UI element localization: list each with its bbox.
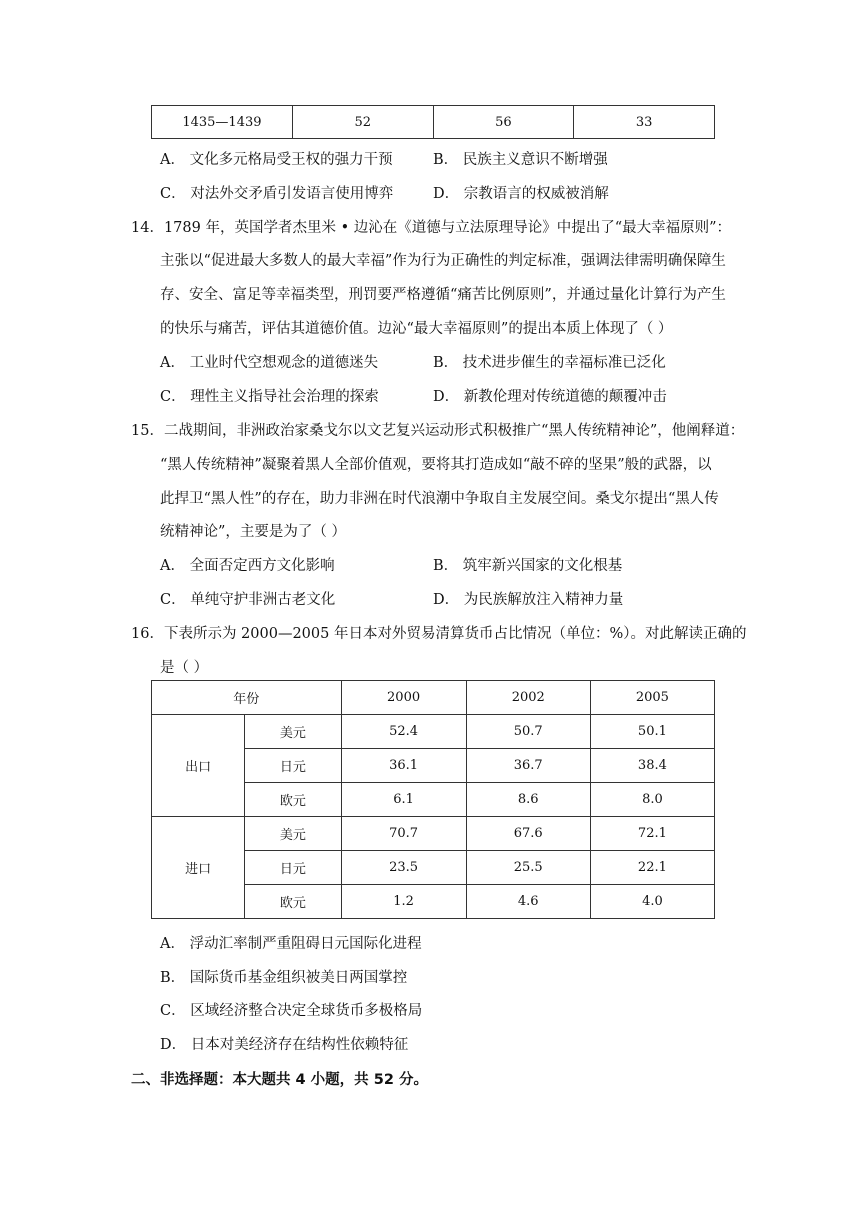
q14-line-3: 存、安全、富足等幸福类型，刑罚要严格遵循“痛苦比例原则”，并通过量化计算行为产生 (160, 287, 726, 303)
q15-option-b: B． 筑牢新兴国家的文化根基 (433, 558, 623, 574)
value-cell: 23.5 (341, 851, 466, 885)
q16-option-a: A． 浮动汇率制严重阻碍日元国际化进程 (160, 936, 422, 952)
q16-line-1: 16．下表所示为 2000—2005 年日本对外贸易清算货币占比情况（单位：%）。对此解读正确的 (131, 626, 747, 642)
value-cell: 6.1 (341, 783, 466, 817)
currency-cell: 日元 (245, 749, 341, 783)
currency-cell: 欧元 (245, 783, 341, 817)
q15-option-d: D． 为民族解放注入精神力量 (433, 592, 624, 608)
value-cell: 4.0 (590, 885, 714, 919)
table-header-cell: 年份 (152, 681, 342, 715)
table-row (152, 715, 715, 749)
q15-line-4: 统精神论”，主要是为了（ ） (160, 524, 347, 540)
q16-option-b: B． 国际货币基金组织被美日两国掌控 (160, 970, 408, 986)
table-cell: 1435—1439 (152, 106, 293, 139)
value-cell: 4.6 (466, 885, 590, 919)
table-row (152, 817, 715, 851)
q13-option-b: B． 民族主义意识不断增强 (433, 152, 608, 168)
q16-line-2: 是（ ） (160, 660, 209, 676)
group-label-cell: 进口 (152, 817, 245, 919)
q15-line-1: 15．二战期间，非洲政治家桑戈尔以文艺复兴运动形式积极推广“黑人传统精神论”，他阐释道： (131, 423, 745, 439)
table-header-cell: 2000 (341, 681, 466, 715)
q14-option-a: A． 工业时代空想观念的道德迷失 (160, 355, 379, 371)
q15-line-3: 此捍卫“黑人性”的存在，助力非洲在时代浪潮中争取自主发展空间。桑戈尔提出“黑人传 (160, 491, 719, 507)
q14-line-1: 14．1789 年，英国学者杰里米 • 边沁在《道德与立法原理导论》中提出了“最大幸福原则”： (131, 220, 732, 236)
value-cell: 22.1 (590, 851, 714, 885)
table-cell: 56 (433, 106, 574, 139)
value-cell: 52.4 (341, 715, 466, 749)
currency-cell: 美元 (245, 817, 341, 851)
group-label-cell: 出口 (152, 715, 245, 817)
table-cell: 52 (292, 106, 433, 139)
q14-line-2: 主张以“促进最大多数人的最大幸福”作为行为正确性的判定标准，强调法律需明确保障生 (160, 253, 726, 269)
value-cell: 1.2 (341, 885, 466, 919)
q13-option-c: C． 对法外交矛盾引发语言使用博弈 (160, 186, 394, 202)
value-cell: 36.1 (341, 749, 466, 783)
q16-table (151, 680, 715, 919)
value-cell: 8.6 (466, 783, 590, 817)
value-cell: 70.7 (341, 817, 466, 851)
table-row (152, 106, 715, 139)
q15-line-2: “黑人传统精神”凝聚着黑人全部价值观，要将其打造成如“敲不碎的坚果”般的武器，以 (160, 457, 712, 473)
q16-option-c: C． 区域经济整合决定全球货币多极格局 (160, 1003, 423, 1019)
q15-option-c: C． 单纯守护非洲古老文化 (160, 592, 336, 608)
currency-cell: 欧元 (245, 885, 341, 919)
q15-option-a: A． 全面否定西方文化影响 (160, 558, 335, 574)
currency-cell: 美元 (245, 715, 341, 749)
q13-option-d: D． 宗教语言的权威被消解 (433, 186, 609, 202)
q14-option-d: D． 新教伦理对传统道德的颠覆冲击 (433, 389, 667, 405)
currency-cell: 日元 (245, 851, 341, 885)
q14-option-b: B． 技术进步催生的幸福标准已泛化 (433, 355, 666, 371)
table-header-cell: 2005 (590, 681, 714, 715)
table-header-cell: 2002 (466, 681, 590, 715)
value-cell: 50.7 (466, 715, 590, 749)
value-cell: 8.0 (590, 783, 714, 817)
value-cell: 25.5 (466, 851, 590, 885)
table-header-row (152, 681, 715, 715)
q16-option-d: D． 日本对美经济存在结构性依赖特征 (160, 1037, 409, 1053)
section-heading: 二、非选择题：本大题共 4 小题，共 52 分。 (131, 1072, 428, 1088)
table-cell: 33 (574, 106, 715, 139)
value-cell: 72.1 (590, 817, 714, 851)
q14-option-c: C． 理性主义指导社会治理的探索 (160, 389, 379, 405)
value-cell: 38.4 (590, 749, 714, 783)
value-cell: 50.1 (590, 715, 714, 749)
q14-line-4: 的快乐与痛苦，评估其道德价值。边沁“最大幸福原则”的提出本质上体现了（ ） (160, 321, 673, 337)
top-table (151, 105, 715, 139)
value-cell: 36.7 (466, 749, 590, 783)
q13-option-a: A． 文化多元格局受王权的强力干预 (160, 152, 393, 168)
value-cell: 67.6 (466, 817, 590, 851)
